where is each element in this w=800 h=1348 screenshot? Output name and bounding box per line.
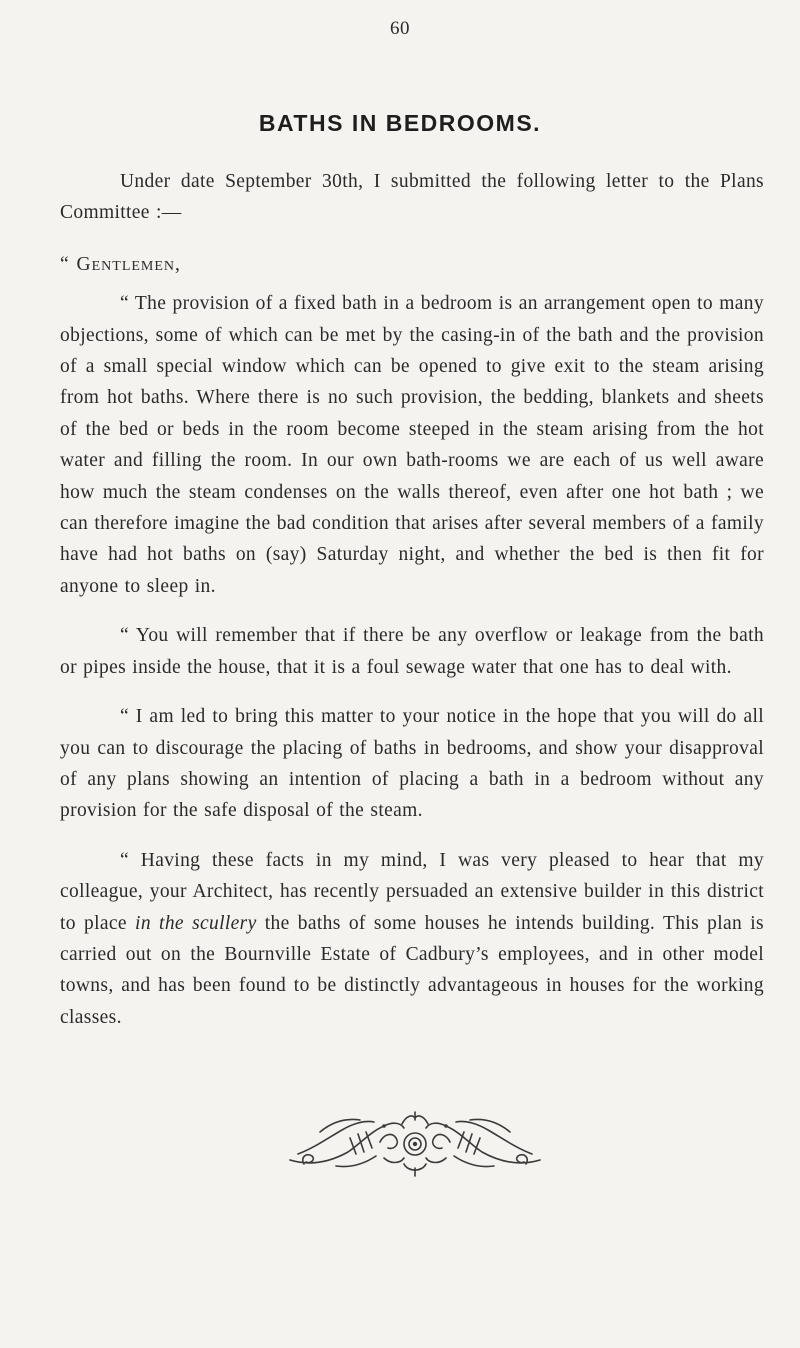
letter-paragraph-4 xyxy=(60,845,764,1033)
paragraph-4-start: “ Having these facts in my mind, I was very pleased to hear that my colleague, your Architect, has recently persuaded an extensive builder in this district to place xyxy=(60,849,764,934)
decorative-tailpiece-icon xyxy=(280,1108,550,1178)
letter-paragraph-1: “ The provision of a fixed bath in a bedroom is an arrangement open to many objections, some of which can be met by the casing-in of the bath and the provision of a small special window which can be opened to give exit to the steam arising from hot baths. Where there is no such provision, the bedding, blankets and sheets of the bed or beds in the room become steeped in the steam arising from the hot water and filling the room. In our own bath-rooms we are each of us well aware how much the steam condenses on the walls thereof, even after one hot bath ; we can therefore imagine the bad condition that arises after several members of a family have had hot baths on (say) Saturday night, and whether the bed is then fit for anyone to sleep in. xyxy=(60,293,764,597)
letter-body xyxy=(60,166,764,1033)
page-number: 60 xyxy=(390,18,410,39)
salutation: “ Gentlemen, xyxy=(60,253,181,275)
letter-paragraph-2: “ You will remember that if there be any overflow or leakage from the bath or pipes inside the house, that it is a foul sewage water that one has to deal with. xyxy=(60,625,764,678)
intro-paragraph: Under date September 30th, I submitted the following letter to the Plans Committee :— xyxy=(60,171,764,224)
letter-paragraph-3: “ I am led to bring this matter to your notice in the hope that you will do all you can to discourage the placing of baths in bedrooms, and show your disapproval of any plans showing an intention of placing a bath in a bedroom without any provision for the safe disposal of the steam. xyxy=(60,706,764,822)
paragraph-4-italic: in the scullery xyxy=(135,912,257,934)
section-heading: BATHS IN BEDROOMS. xyxy=(258,110,542,136)
paragraph-4-end: the baths of some houses he intends building. This plan is carried out on the Bournville Estate of Cadbury’s employees, and in other model towns, and has been found to be distinctly advantageous in houses for the working classes. xyxy=(60,912,764,1028)
